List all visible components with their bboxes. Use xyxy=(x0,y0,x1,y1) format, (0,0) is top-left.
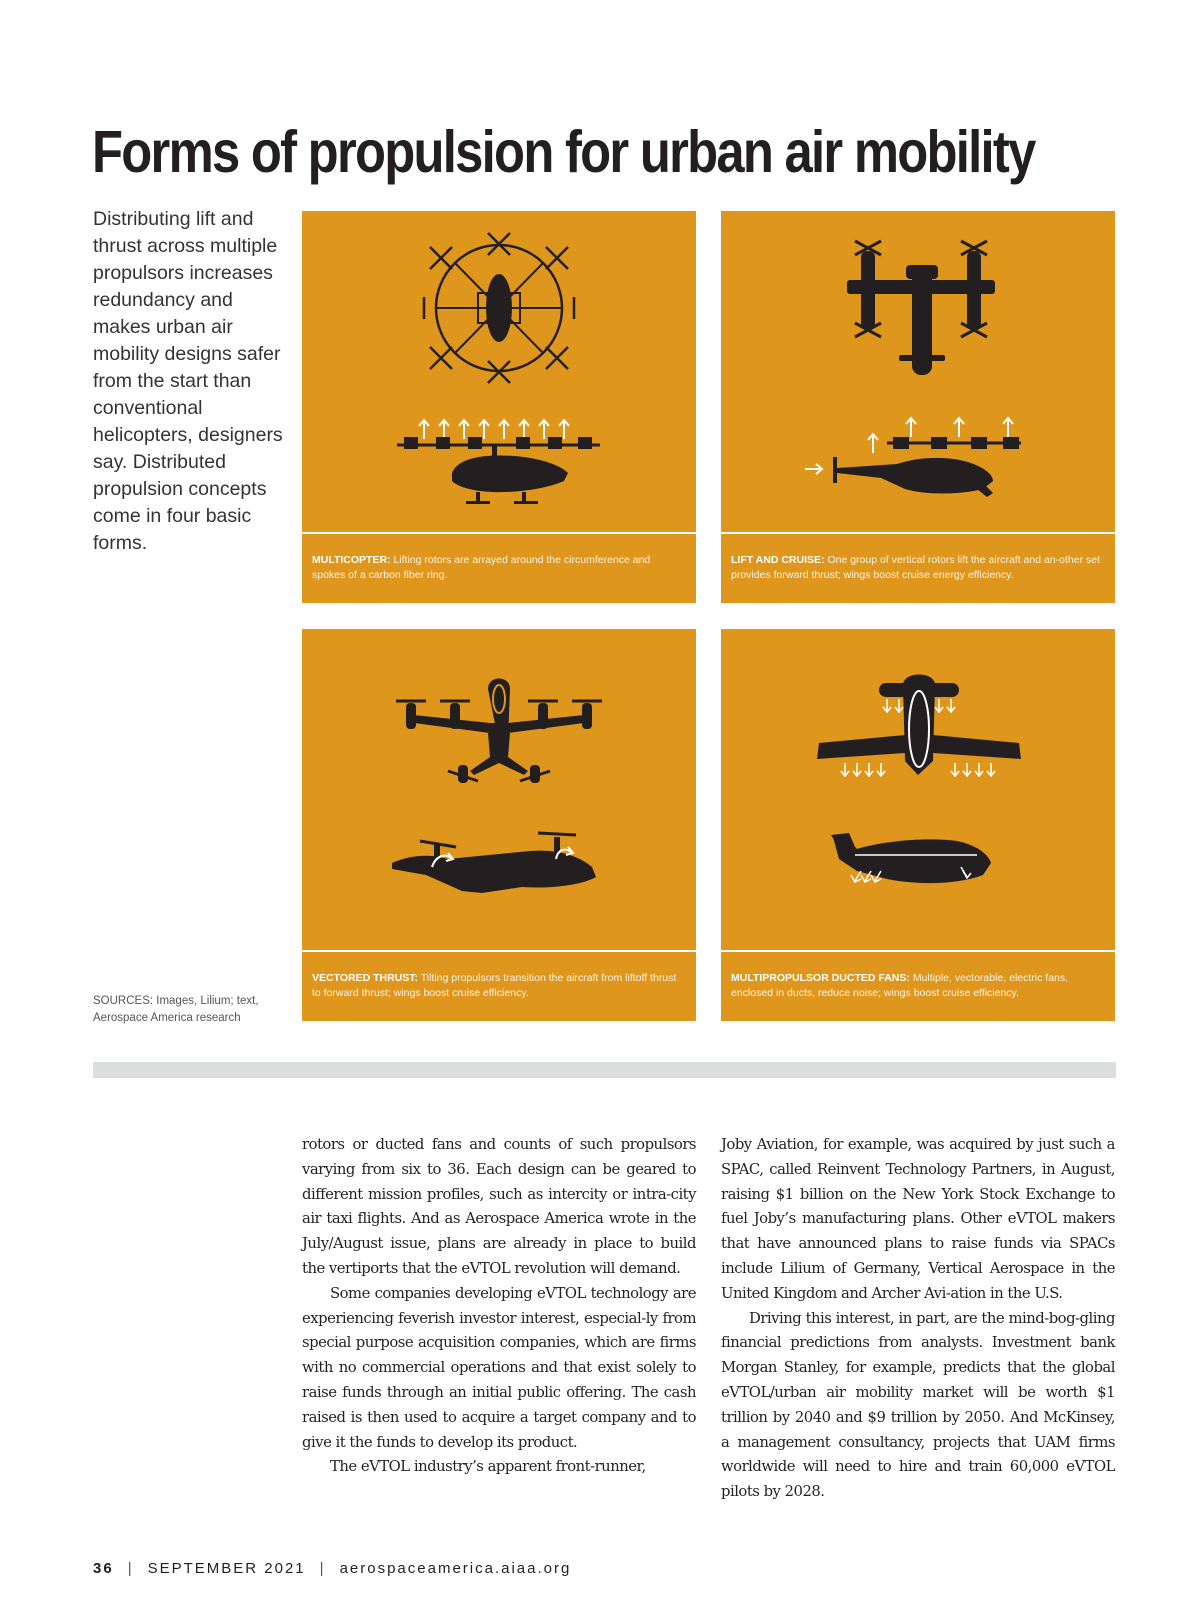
paragraph: The eVTOL industry’s apparent front-runner, xyxy=(330,1458,646,1476)
vectored-thrust-illustration xyxy=(302,629,696,949)
caption-label: MULTIPROPULSOR DUCTED FANS: xyxy=(731,972,910,984)
caption-label: LIFT AND CRUISE: xyxy=(731,554,825,566)
panel-caption xyxy=(721,950,1115,1021)
section-divider xyxy=(93,1062,1116,1078)
panel-vectored-thrust xyxy=(302,629,696,1021)
body-column-1 xyxy=(302,1133,696,1480)
footer-separator: | xyxy=(127,1560,134,1577)
sources-credit: SOURCES: Images, Lilium; text, Aerospace America research xyxy=(93,995,259,1024)
panel-lift-and-cruise xyxy=(721,211,1115,603)
caption-text: One group of vertical rotors lift the aircraft and an-other set provides forward thrust; wings boost cruise energy efficiency. xyxy=(731,554,1101,581)
panel-multipropulsor-ducted-fans xyxy=(721,629,1115,1021)
caption-label: MULTICOPTER: xyxy=(312,554,391,566)
page-number: 36 xyxy=(93,1560,114,1577)
website: aerospaceamerica.aiaa.org xyxy=(339,1560,572,1577)
lift-and-cruise-illustration xyxy=(721,211,1115,531)
paragraph: Joby Aviation, for example, was acquired by just such a SPAC, called Reinvent Technology Partners, in August, raising $1 billion on the New York Stock Exchange to fuel Joby’s manufacturing plans. Other eVTOL makers that have announced plans to raise funds via SPACs include Lilium of Germany, Vertical Aerospace in the United Kingdom and Archer Avi-ation in the U.S. xyxy=(721,1136,1115,1302)
ducted-fans-illustration xyxy=(721,629,1115,949)
caption-text: Multiple, vectorable, electric fans, enclosed in ducts, reduce noise; wings boost cruise efficiency. xyxy=(731,972,1069,999)
panel-multicopter xyxy=(302,211,696,603)
panel-caption xyxy=(721,532,1115,603)
footer-separator: | xyxy=(319,1560,326,1577)
intro-text: Distributing lift and thrust across multiple propulsors increases redundancy and makes urban air mobility designs safer from the start than conventional helicopters, designers say. Distributed propulsion concepts come in four basic forms. xyxy=(93,208,283,554)
paragraph: Driving this interest, in part, are the mind-bog-gling financial predictions from analysts. Investment bank Morgan Stanley, for example, predicts that the global eVTOL/urban air mobility market will be worth $1 trillion by 2040 and $9 trillion by 2050. And McKinsey, a management consultancy, projects that UAM firms worldwide will need to hire and train 60,000 eVTOL pilots by 2028. xyxy=(721,1309,1115,1501)
panel-caption xyxy=(302,950,696,1021)
caption-label: VECTORED THRUST: xyxy=(312,972,418,984)
issue-date: SEPTEMBER 2021 xyxy=(147,1560,306,1577)
body-column-2 xyxy=(721,1133,1115,1505)
panel-caption xyxy=(302,532,696,603)
caption-text: Tilting propulsors transition the aircraft from liftoff thrust to forward thrust; wings boost cruise efficiency. xyxy=(312,972,677,999)
page-title: Forms of propulsion for urban air mobility xyxy=(92,119,1035,185)
caption-text: Lifting rotors are arrayed around the circumference and spokes of a carbon fiber ring. xyxy=(312,554,651,581)
paragraph: rotors or ducted fans and counts of such propulsors varying from six to 36. Each design can be geared to different mission profiles, such as intercity or intra-city air taxi flights. And as Aerospace America wrote in the July/August issue, plans are already in place to build the vertiports that the eVTOL revolution will demand. xyxy=(302,1136,696,1277)
paragraph: Some companies developing eVTOL technology are experiencing feverish investor interest, especial-ly from special purpose acquisition companies, which are firms with no commercial operations and that exist solely to raise funds through an initial public offering. The cash raised is then used to acquire a target company and to give it the funds to develop its product. xyxy=(302,1284,696,1451)
page-footer xyxy=(93,1560,571,1577)
multicopter-illustration xyxy=(302,211,696,531)
